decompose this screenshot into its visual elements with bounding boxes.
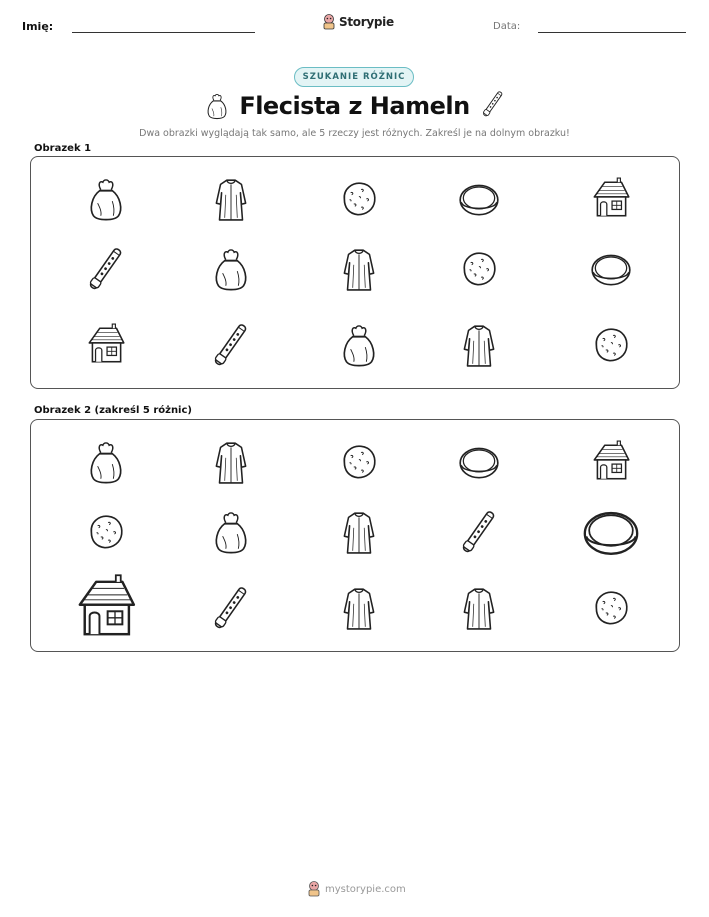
sack-icon[interactable]: [83, 439, 129, 485]
robe-icon[interactable]: [336, 509, 382, 555]
flute-icon[interactable]: [456, 509, 502, 555]
flute-icon: [83, 246, 129, 292]
sack-icon: [208, 246, 254, 292]
picture1-panel: [30, 156, 680, 389]
name-line[interactable]: [72, 32, 255, 33]
page-title-row: [0, 92, 709, 120]
sack-icon: [204, 92, 230, 120]
robe-icon: [456, 322, 502, 368]
footer-url: mystorypie.com: [325, 883, 406, 895]
activity-badge: SZUKANIE RÓŻNIC: [294, 67, 414, 87]
robe-icon[interactable]: [456, 585, 502, 631]
robe-icon: [208, 176, 254, 222]
date-label: Data:: [493, 21, 521, 32]
robe-icon[interactable]: [336, 585, 382, 631]
robe-icon: [336, 246, 382, 292]
flute-icon[interactable]: [208, 585, 254, 631]
storypie-logo-icon: [322, 14, 336, 30]
brand-name: Storypie: [339, 15, 394, 29]
house-icon[interactable]: [70, 572, 142, 644]
stone-icon: [336, 176, 382, 222]
name-label: Imię:: [22, 20, 54, 33]
stone-icon[interactable]: [83, 509, 129, 555]
coin-icon: [456, 176, 502, 222]
house-icon: [83, 322, 129, 368]
flute-icon: [208, 322, 254, 368]
brand-logo: [322, 14, 394, 30]
stone-icon[interactable]: [588, 585, 634, 631]
sack-icon-svg: [204, 92, 230, 120]
sack-icon: [83, 176, 129, 222]
date-line[interactable]: [538, 32, 686, 33]
sack-icon[interactable]: [208, 509, 254, 555]
coin-icon[interactable]: [456, 439, 502, 485]
instructions: Dwa obrazki wyglądają tak samo, ale 5 rzeczy jest różnych. Zakreśl je na dolnym obrazku!: [139, 128, 570, 139]
robe-icon[interactable]: [208, 439, 254, 485]
stone-icon: [456, 246, 502, 292]
sack-icon: [336, 322, 382, 368]
footer: [307, 881, 406, 897]
coin-icon: [588, 246, 634, 292]
coin-icon[interactable]: [579, 500, 643, 564]
house-icon: [588, 176, 634, 222]
flute-icon: [480, 90, 506, 118]
picture2-panel[interactable]: [30, 419, 680, 652]
stone-icon: [588, 322, 634, 368]
picture1-label: Obrazek 1: [34, 143, 92, 154]
storypie-logo-icon: [307, 881, 321, 897]
house-icon[interactable]: [588, 439, 634, 485]
picture2-label: Obrazek 2 (zakreśl 5 różnic): [34, 405, 192, 416]
page-title: Flecista z Hameln: [239, 92, 470, 120]
stone-icon[interactable]: [336, 439, 382, 485]
